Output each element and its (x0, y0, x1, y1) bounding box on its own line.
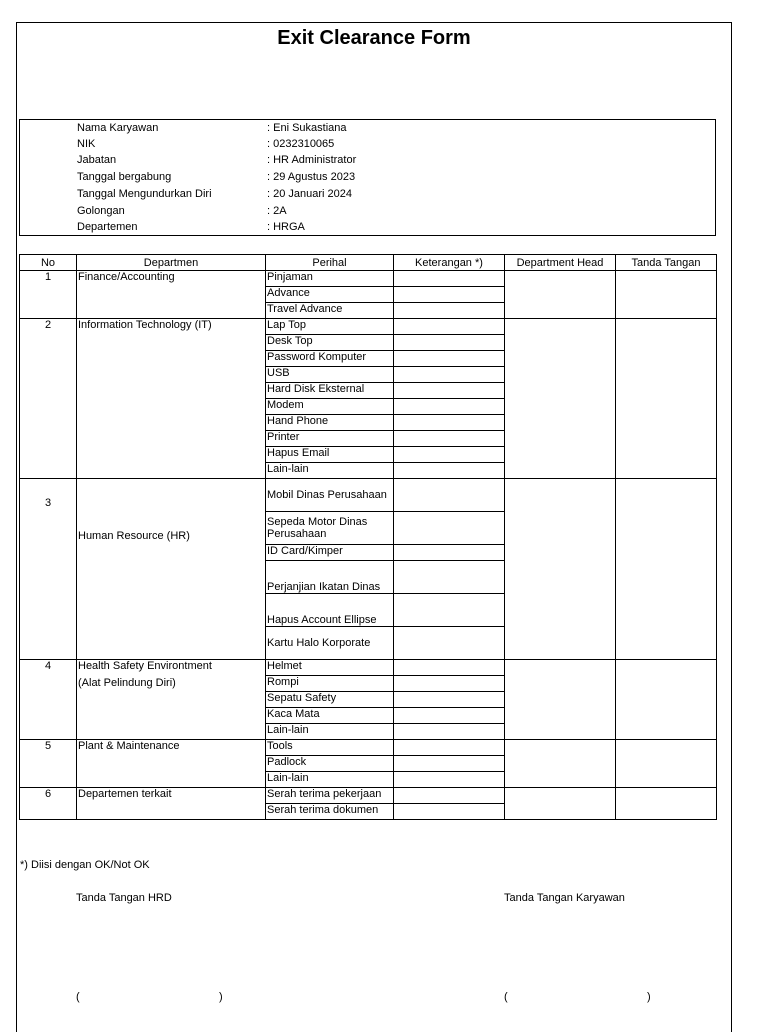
row-item: Sepatu Safety (266, 692, 394, 708)
row-no: 5 (20, 740, 77, 788)
row-department: Information Technology (IT) (77, 319, 266, 479)
keterangan-cell[interactable] (394, 271, 505, 287)
department-line: Health Safety Environtment (78, 660, 212, 672)
row-item: Serah terima dokumen (266, 804, 394, 820)
row-item: Kaca Mata (266, 708, 394, 724)
info-label: Golongan (77, 205, 125, 217)
info-label: Tanggal Mengundurkan Diri (77, 188, 212, 200)
keterangan-cell[interactable] (394, 756, 505, 772)
info-row-resign-date (20, 188, 715, 204)
employee-signature-close-paren: ) (647, 991, 651, 1003)
info-value: : HR Administrator (267, 154, 357, 166)
keterangan-cell[interactable] (394, 383, 505, 399)
department-head-cell[interactable] (505, 319, 616, 479)
table-row (20, 271, 717, 287)
keterangan-cell[interactable] (394, 724, 505, 740)
table-row (20, 479, 717, 512)
row-item: Mobil Dinas Perusahaan (266, 479, 394, 512)
info-value: : 29 Agustus 2023 (267, 171, 356, 183)
department-head-cell[interactable] (505, 740, 616, 788)
row-item: Sepeda Motor Dinas Perusahaan (266, 512, 394, 545)
row-item: Desk Top (266, 335, 394, 351)
keterangan-cell[interactable] (394, 512, 505, 545)
info-row-nik (20, 138, 715, 154)
signature-cell[interactable] (616, 788, 717, 820)
row-item: Lain-lain (266, 772, 394, 788)
header-perihal: Perihal (266, 255, 394, 271)
row-no: 2 (20, 319, 77, 479)
info-value: : 0232310065 (267, 138, 335, 150)
department-head-cell[interactable] (505, 479, 616, 660)
footnote: *) Diisi dengan OK/Not OK (20, 859, 150, 871)
keterangan-cell[interactable] (394, 415, 505, 431)
row-item: Hard Disk Eksternal (266, 383, 394, 399)
row-item: Hand Phone (266, 415, 394, 431)
department-line: (Alat Pelindung Diri) (78, 677, 176, 689)
keterangan-cell[interactable] (394, 804, 505, 820)
table-row (20, 788, 717, 804)
keterangan-cell[interactable] (394, 479, 505, 512)
row-item: Lain-lain (266, 463, 394, 479)
keterangan-cell[interactable] (394, 676, 505, 692)
row-item: Rompi (266, 676, 394, 692)
employee-info-box (19, 119, 716, 236)
row-no: 1 (20, 271, 77, 319)
row-item: Perjanjian Ikatan Dinas (266, 561, 394, 594)
signature-cell[interactable] (616, 271, 717, 319)
row-item: Pinjaman (266, 271, 394, 287)
row-item: Printer (266, 431, 394, 447)
info-label: NIK (77, 138, 96, 150)
row-item: Hapus Email (266, 447, 394, 463)
clearance-table (19, 254, 717, 820)
keterangan-cell[interactable] (394, 692, 505, 708)
keterangan-cell[interactable] (394, 594, 505, 627)
info-row-jabatan (20, 154, 715, 170)
row-item: Password Komputer (266, 351, 394, 367)
signature-cell[interactable] (616, 740, 717, 788)
header-departmen: Departmen (77, 255, 266, 271)
header-keterangan: Keterangan *) (394, 255, 505, 271)
row-no: 3 (20, 479, 77, 660)
hrd-signature-close-paren: ) (219, 991, 223, 1003)
department-head-cell[interactable] (505, 660, 616, 740)
info-value: : 2A (267, 205, 287, 217)
department-head-cell[interactable] (505, 788, 616, 820)
row-item: Helmet (266, 660, 394, 676)
keterangan-cell[interactable] (394, 627, 505, 660)
info-label: Nama Karyawan (77, 122, 159, 134)
employee-signature-label: Tanda Tangan Karyawan (504, 892, 625, 904)
table-header-row (20, 255, 717, 271)
keterangan-cell[interactable] (394, 447, 505, 463)
row-item: Tools (266, 740, 394, 756)
row-item: Modem (266, 399, 394, 415)
info-row-join-date (20, 171, 715, 187)
info-label: Tanggal bergabung (77, 171, 172, 183)
form-title: Exit Clearance Form (277, 27, 471, 49)
keterangan-cell[interactable] (394, 660, 505, 676)
keterangan-cell[interactable] (394, 772, 505, 788)
table-row (20, 660, 717, 676)
header-no: No (20, 255, 77, 271)
row-department (77, 660, 266, 740)
info-label: Jabatan (77, 154, 117, 166)
row-department: Departemen terkait (77, 788, 266, 820)
keterangan-cell[interactable] (394, 463, 505, 479)
row-department: Plant & Maintenance (77, 740, 266, 788)
hrd-signature-open-paren: ( (76, 991, 80, 1003)
keterangan-cell[interactable] (394, 399, 505, 415)
keterangan-cell[interactable] (394, 367, 505, 383)
row-department: Finance/Accounting (77, 271, 266, 319)
row-department: Human Resource (HR) (77, 479, 266, 660)
row-item: ID Card/Kimper (266, 545, 394, 561)
info-row-departemen (20, 221, 715, 237)
row-item: USB (266, 367, 394, 383)
row-item: Advance (266, 287, 394, 303)
form-page (16, 22, 732, 1032)
keterangan-cell[interactable] (394, 431, 505, 447)
row-item: Hapus Account Ellipse (266, 594, 394, 627)
department-head-cell[interactable] (505, 271, 616, 319)
keterangan-cell[interactable] (394, 303, 505, 319)
signature-cell[interactable] (616, 319, 717, 479)
keterangan-cell[interactable] (394, 545, 505, 561)
info-row-golongan (20, 205, 715, 221)
header-department-head: Department Head (505, 255, 616, 271)
table-row (20, 319, 717, 335)
row-item: Lain-lain (266, 724, 394, 740)
row-item: Lap Top (266, 319, 394, 335)
keterangan-cell[interactable] (394, 335, 505, 351)
keterangan-cell[interactable] (394, 708, 505, 724)
keterangan-cell[interactable] (394, 740, 505, 756)
table-row (20, 740, 717, 756)
row-item: Padlock (266, 756, 394, 772)
row-item: Kartu Halo Korporate (266, 627, 394, 660)
info-value: : HRGA (267, 221, 305, 233)
info-row-name (20, 122, 715, 138)
keterangan-cell[interactable] (394, 319, 505, 335)
info-value: : 20 Januari 2024 (267, 188, 353, 200)
signature-cell[interactable] (616, 479, 717, 660)
hrd-signature-label: Tanda Tangan HRD (76, 892, 172, 904)
row-item: Serah terima pekerjaan (266, 788, 394, 804)
header-tanda-tangan: Tanda Tangan (616, 255, 717, 271)
signature-cell[interactable] (616, 660, 717, 740)
keterangan-cell[interactable] (394, 788, 505, 804)
row-no: 6 (20, 788, 77, 820)
employee-signature-open-paren: ( (504, 991, 508, 1003)
keterangan-cell[interactable] (394, 287, 505, 303)
info-label: Departemen (77, 221, 138, 233)
keterangan-cell[interactable] (394, 351, 505, 367)
info-value: : Eni Sukastiana (267, 122, 347, 134)
keterangan-cell[interactable] (394, 561, 505, 594)
row-item: Travel Advance (266, 303, 394, 319)
row-no: 4 (20, 660, 77, 740)
